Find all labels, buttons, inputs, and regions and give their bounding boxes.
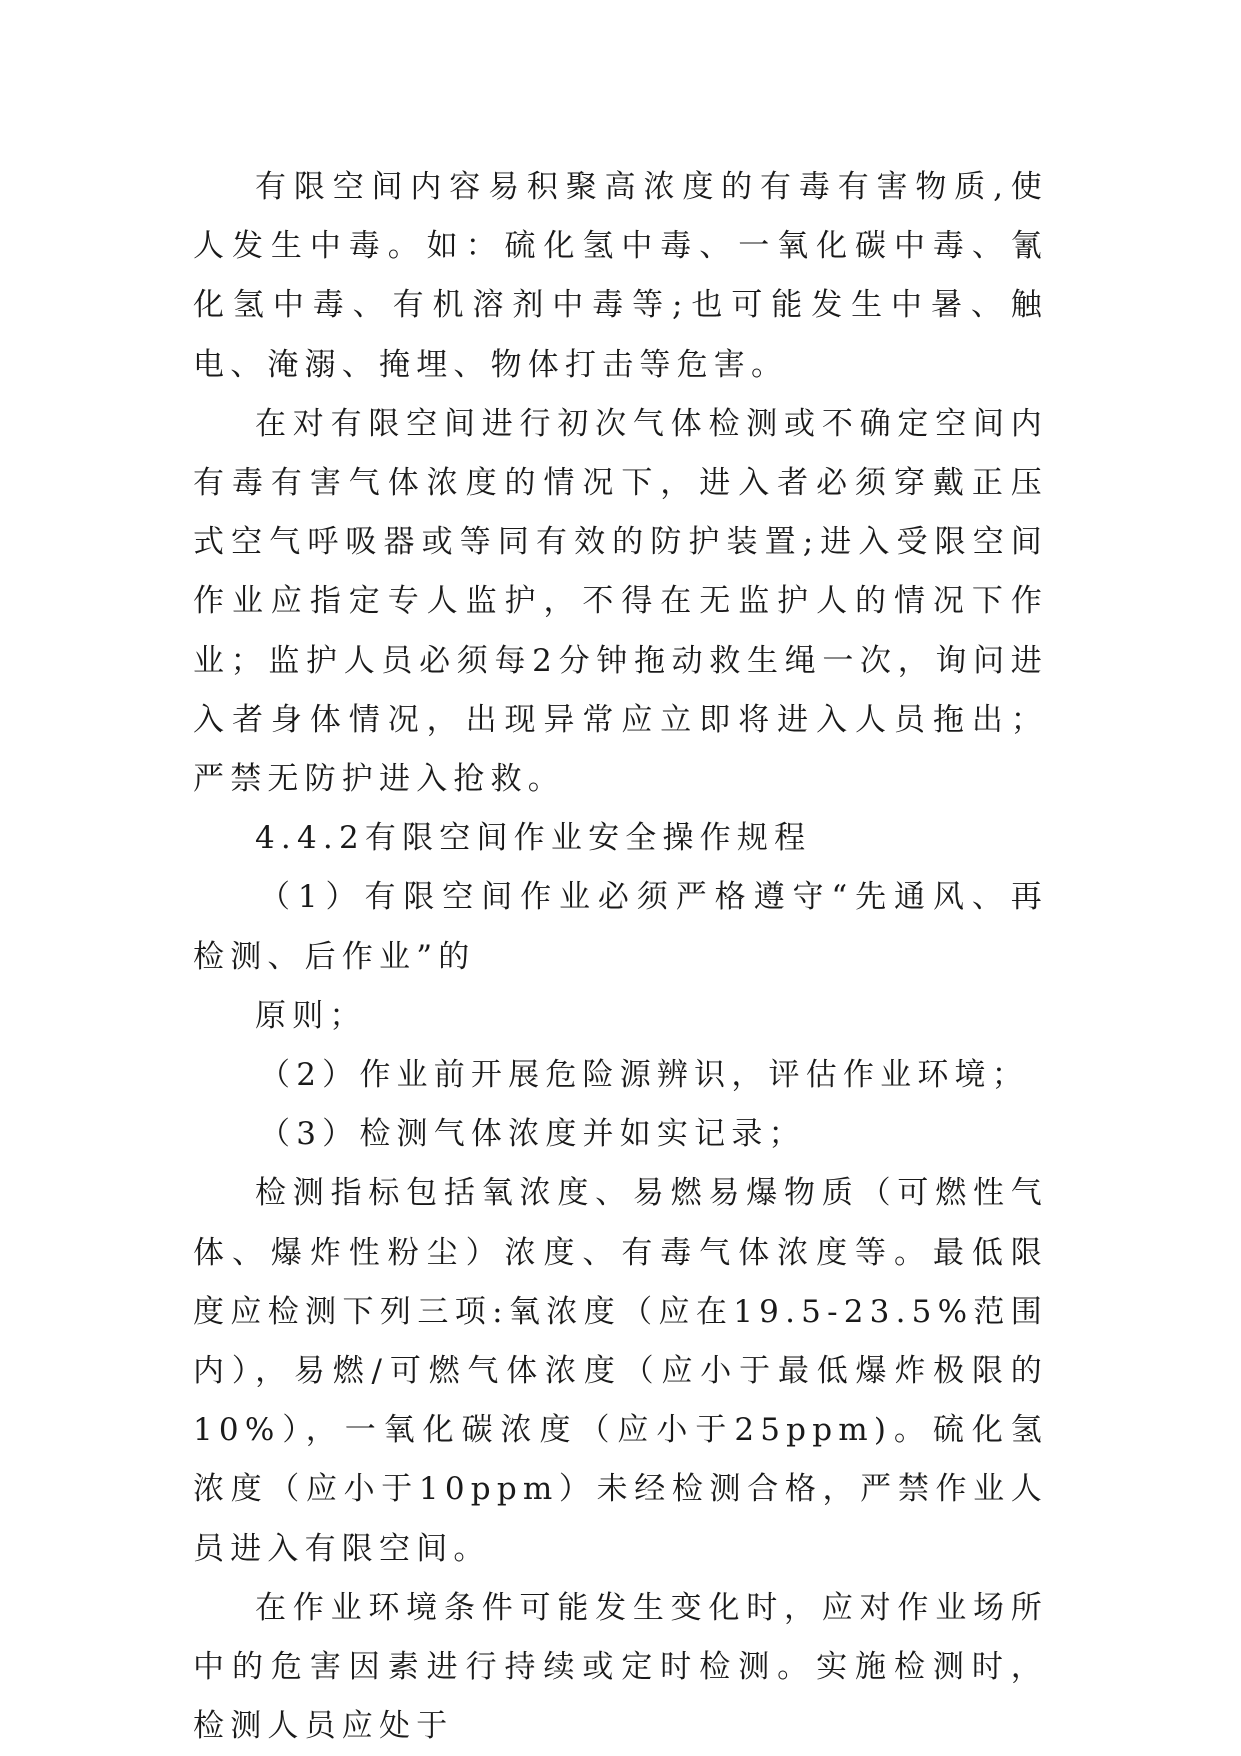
paragraph-protection-requirements: 在对有限空间进行初次气体检测或不确定空间内有毒有害气体浓度的情况下，进入者必须穿戴正压式空气呼吸器或等同有效的防护装置;进入受限空间作业应指定专人监护，不得在无监护人的情况下作业；监护人员必须每2分钟拖动救生绳一次，询问进入者身体情况，出现异常应立即将进入人员拖出；严禁无防护进入抢救。 xyxy=(193,405,1048,798)
document-body xyxy=(193,158,1048,1756)
list-item-1-continuation: 原则； xyxy=(255,997,367,1034)
list-item-2: （2）作业前开展危险源辨识，评估作业环境； xyxy=(259,1057,1029,1094)
list-item-3: （3）检测气体浓度并如实记录； xyxy=(259,1116,806,1153)
paragraph-detection-indicators: 检测指标包括氧浓度、易燃易爆物质（可燃性气体、爆炸性粉尘）浓度、有毒气体浓度等。最低限度应检测下列三项:氧浓度（应在19.5-23.5%范围内），易燃/可燃气体浓度（应小于最低爆炸极限的10%），一氧化碳浓度（应小于25ppm)。硫化氢浓度（应小于10ppm）未经检测合格，严禁作业人员进入有限空间。 xyxy=(193,1175,1048,1567)
list-item-1: （1）有限空间作业必须严格遵守“先通风、再检测、后作业”的 xyxy=(193,879,1048,975)
paragraph-continuous-monitoring: 在作业环境条件可能发生变化时，应对作业场所中的危害因素进行持续或定时检测。实施检测时，检测人员应处于 xyxy=(193,1589,1048,1745)
paragraph-toxic-hazards: 有限空间内容易积聚高浓度的有毒有害物质,使人发生中毒。如：硫化氢中毒、一氧化碳中毒、氰化氢中毒、有机溶剂中毒等;也可能发生中暑、触电、淹溺、掩埋、物体打击等危害。 xyxy=(193,169,1048,383)
section-heading-4-4-2: 4.4.2有限空间作业安全操作规程 xyxy=(255,820,812,857)
